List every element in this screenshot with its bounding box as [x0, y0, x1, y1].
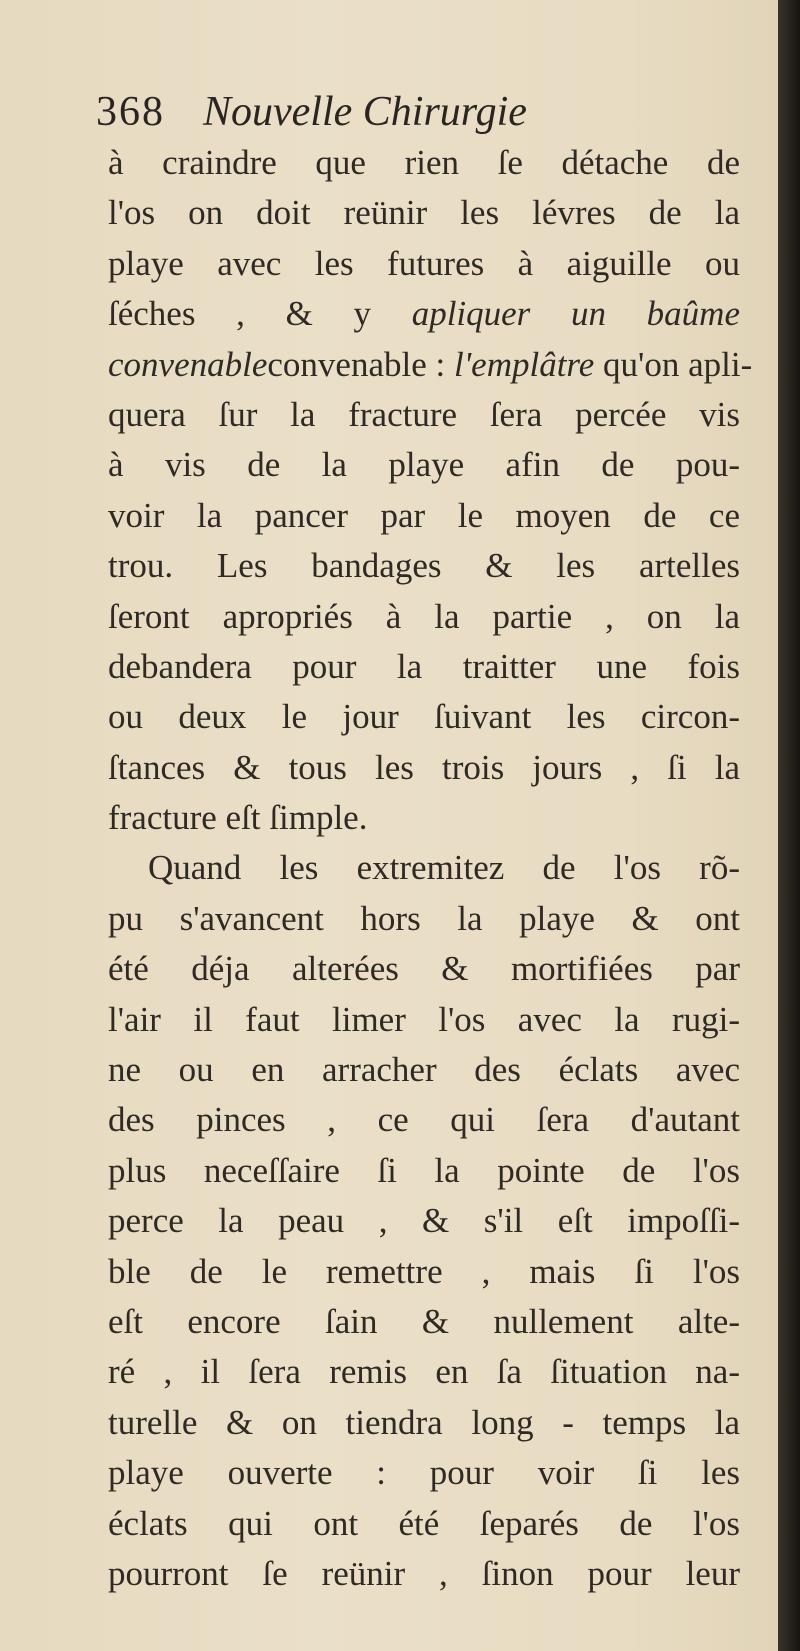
- text-line-25: ré , il ſera remis en ſa ſituation na-: [108, 1352, 740, 1392]
- text-line-16: pu s'avancent hors la playe & ont: [108, 898, 740, 938]
- text-line-11: debandera pour la traitter une fois: [108, 646, 740, 686]
- text-line-27: playe ouverte : pour voir ſi les: [108, 1453, 740, 1493]
- text-line-26: turelle & on tiendra long - temps la: [108, 1402, 740, 1442]
- text-line-15: Quand les extremitez de l'os rõ-: [148, 848, 740, 888]
- text-line-22: perce la peau , & s'il eſt impoſſi-: [108, 1201, 740, 1241]
- text-line-5: [108, 340, 753, 390]
- text-line-10: ſeront apropriés à la partie , on la: [108, 596, 740, 636]
- text-line-5-italic-a: convenable: [108, 344, 268, 384]
- text-line-2: l'os on doit reünir les lévres de la: [108, 193, 740, 233]
- text-line-9: trou. Les bandages & les artelles: [108, 546, 740, 586]
- text-line-5-tail: qu'on apli-: [594, 344, 753, 384]
- text-line-18: l'air il faut limer l'os avec la rugi-: [108, 999, 740, 1039]
- text-line-1: à craindre que rien ſe détache de: [108, 143, 740, 182]
- text-line-23: ble de le remettre , mais ſi l'os: [108, 1251, 740, 1291]
- text-line-14: fracture eſt ſimple.: [108, 798, 368, 838]
- page-edge-shadow: [778, 0, 800, 1651]
- body-text: [108, 138, 753, 1599]
- text-line-8: voir la pancer par le moyen de ce: [108, 495, 740, 535]
- text-line-17: été déja alterées & mortifiées par: [108, 949, 740, 989]
- text-line-5-colon: convenable :: [267, 344, 454, 384]
- text-line-4-roman: ſéches , & y: [108, 294, 412, 334]
- text-line-3: playe avec les futures à aiguille ou: [108, 243, 740, 283]
- text-line-24: eſt encore ſain & nullement alte-: [108, 1301, 740, 1341]
- text-line-21: plus neceſſaire ſi la pointe de l'os: [108, 1150, 740, 1190]
- text-line-7: à vis de la playe afin de pou-: [108, 445, 740, 485]
- text-line-5-italic-b: l'emplâtre: [453, 344, 595, 384]
- text-line-13: ſtances & tous les trois jours , ſi la: [108, 747, 740, 787]
- text-line-12: ou deux le jour ſuivant les circon-: [108, 697, 740, 737]
- text-line-29: pourront ſe reünir , ſinon pour leur: [108, 1553, 740, 1593]
- running-title: Nouvelle Chirurgie: [203, 89, 527, 135]
- text-line-28: éclats qui ont été ſeparés de l'os: [108, 1503, 740, 1543]
- text-line-4: [108, 289, 740, 339]
- text-line-20: des pinces , ce qui ſera d'autant: [108, 1100, 740, 1140]
- page-number: 368: [96, 89, 165, 135]
- text-line-19: ne ou en arracher des éclats avec: [108, 1050, 740, 1090]
- text-line-4-italic: apliquer un baûme: [411, 294, 740, 334]
- text-line-6: quera ſur la fracture ſera percée vis: [108, 394, 740, 434]
